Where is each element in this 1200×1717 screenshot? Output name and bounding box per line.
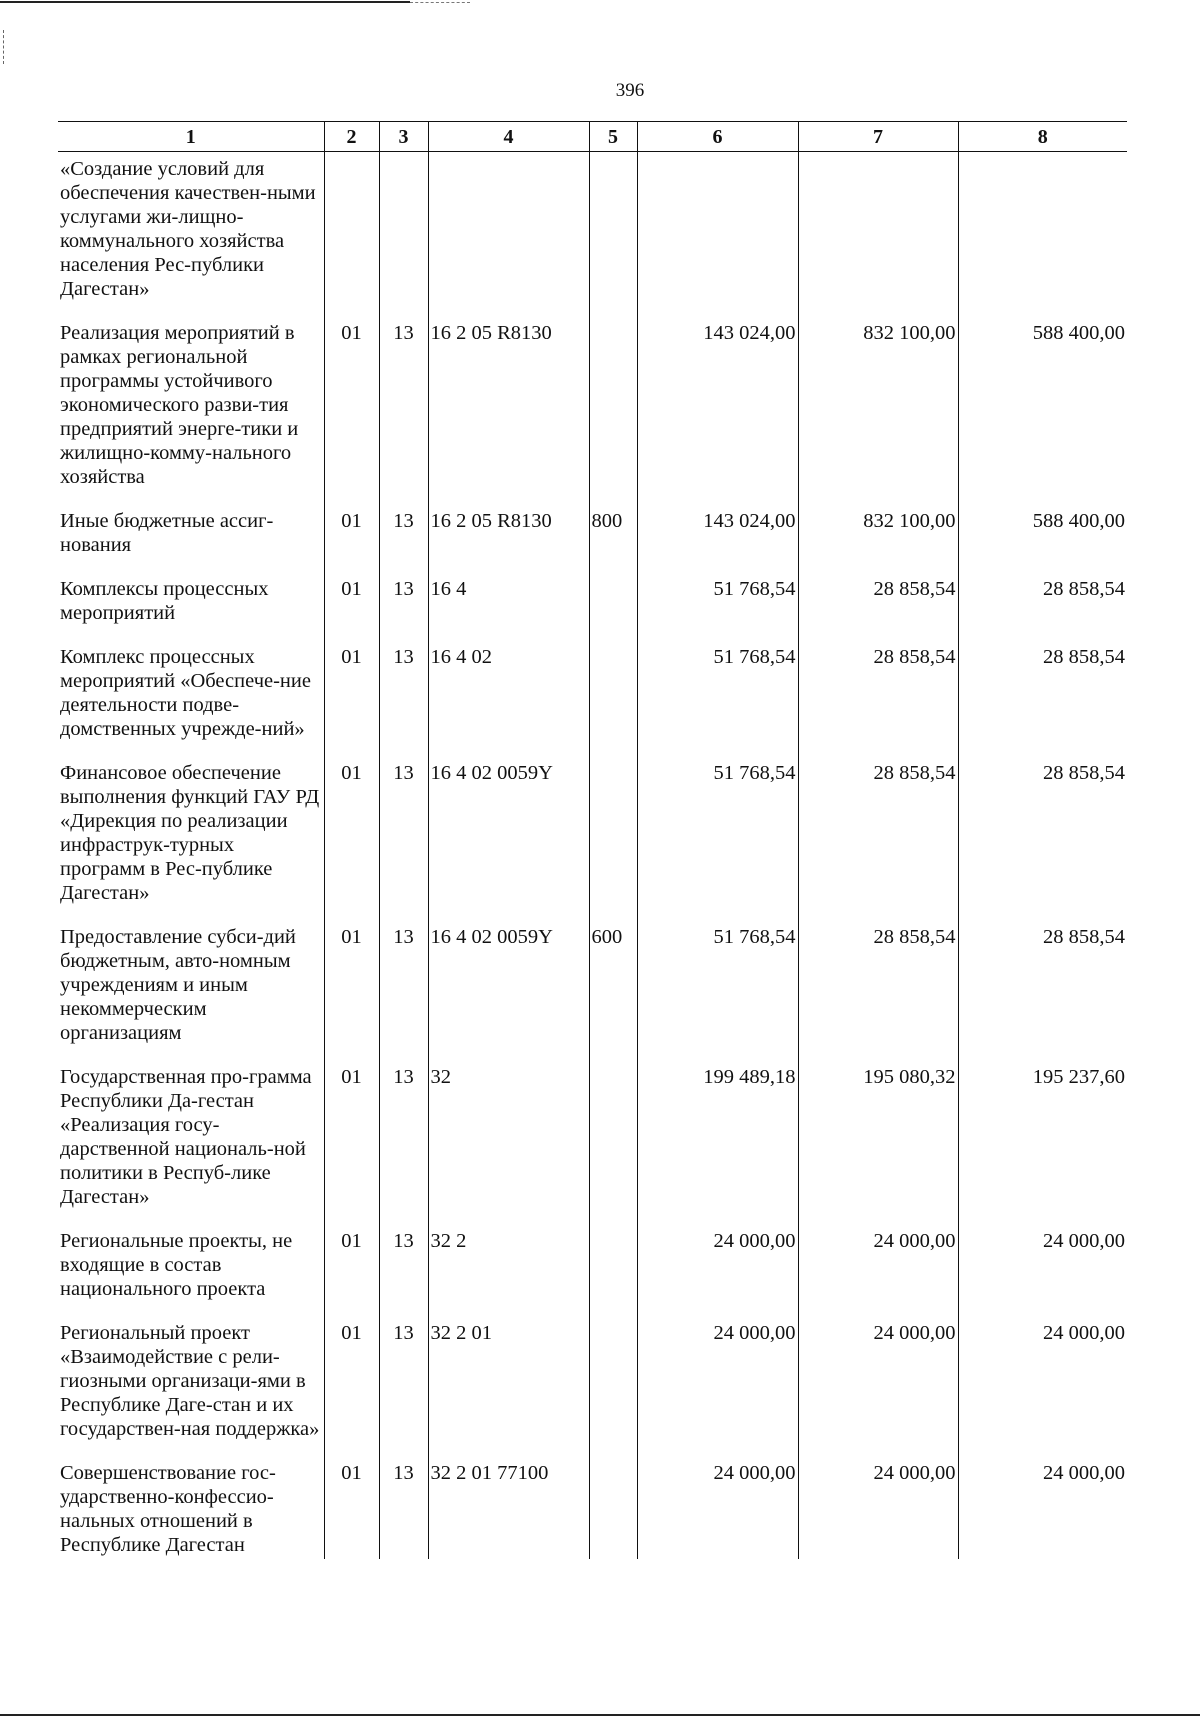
- table-row: [58, 577, 1127, 645]
- row-expense-type: 800: [589, 509, 637, 577]
- row-value-col7: 195 080,32: [798, 1065, 958, 1229]
- row-target-article: 32 2 01 77100: [428, 1461, 589, 1559]
- row-target-article: 16 2 05 R8130: [428, 321, 589, 509]
- row-value-col8: 24 000,00: [1043, 1322, 1125, 1344]
- row-target-article: 32 2 01: [428, 1321, 589, 1461]
- row-expense-type: [589, 577, 637, 645]
- scan-edge-top: [0, 1, 410, 3]
- column-header-8: 8: [958, 122, 1127, 152]
- row-subsection: [379, 152, 428, 322]
- table-row: [58, 152, 1127, 322]
- row-target-article: 16 4: [428, 577, 589, 645]
- row-name: Реализация мероприятий в рамках региональной программы устойчивого экономического разви-тия предприятий энерге-тики и жилищно-комму-нального хозяйства: [58, 321, 324, 509]
- table-header-row: [58, 122, 1127, 152]
- row-value-col8: 28 858,54: [1043, 646, 1125, 668]
- row-name: Совершенствование гос-ударственно-конфессио-нальных отношений в Республике Дагестан: [58, 1461, 324, 1559]
- row-value-col7: 28 858,54: [798, 761, 958, 925]
- row-section: 01: [324, 1461, 379, 1559]
- row-value-col7: 832 100,00: [798, 321, 958, 509]
- row-value-col6: 51 768,54: [637, 577, 798, 645]
- page-number: 396: [615, 80, 645, 101]
- budget-table: [58, 121, 1127, 1559]
- row-subsection: 13: [379, 645, 428, 761]
- row-value-col8: 195 237,60: [1032, 1066, 1125, 1088]
- row-name: Иные бюджетные ассиг-нования: [58, 509, 324, 577]
- row-value-col7: 28 858,54: [798, 645, 958, 761]
- row-target-article: [428, 152, 589, 322]
- row-value-col7: 832 100,00: [798, 509, 958, 577]
- row-value-col8: 24 000,00: [1043, 1230, 1125, 1252]
- row-expense-type: [589, 152, 637, 322]
- column-header-6: 6: [637, 122, 798, 152]
- row-expense-type: [589, 321, 637, 509]
- row-target-article: 32: [428, 1065, 589, 1229]
- row-value-col6: [637, 152, 798, 322]
- row-section: 01: [324, 1321, 379, 1461]
- row-name: Предоставление субси-дий бюджетным, авто-номным учреждениям и иным некоммерческим организациям: [58, 925, 324, 1065]
- row-target-article: 16 4 02 0059Y: [428, 761, 589, 925]
- row-name: Комплексы процессных мероприятий: [58, 577, 324, 645]
- column-header-7: 7: [798, 122, 958, 152]
- row-target-article: 32 2: [428, 1229, 589, 1321]
- table-row: [58, 321, 1127, 509]
- row-section: 01: [324, 1065, 379, 1229]
- row-value-col7: 28 858,54: [798, 925, 958, 1065]
- row-name: Государственная про-грамма Республики Да-гестан «Реализация госу-дарственной националь-ной политики в Респуб-лике Дагестан»: [58, 1065, 324, 1229]
- table-row: [58, 645, 1127, 761]
- row-target-article: 16 4 02 0059Y: [428, 925, 589, 1065]
- row-subsection: 13: [379, 577, 428, 645]
- row-expense-type: [589, 1065, 637, 1229]
- row-value-col7: 24 000,00: [798, 1321, 958, 1461]
- row-value-col7: 24 000,00: [798, 1229, 958, 1321]
- row-subsection: 13: [379, 1321, 428, 1461]
- row-subsection: 13: [379, 761, 428, 925]
- row-section: 01: [324, 321, 379, 509]
- row-value-col6: 24 000,00: [637, 1461, 798, 1559]
- row-value-col8: [958, 152, 1127, 322]
- row-subsection: 13: [379, 321, 428, 509]
- row-name: Региональный проект «Взаимодействие с рели-гиозными организаци-ями в Республике Даге-стан и их государствен-ная поддержка»: [58, 1321, 324, 1461]
- row-section: 01: [324, 509, 379, 577]
- row-value-col7: 28 858,54: [798, 577, 958, 645]
- scan-edge-bottom: [0, 1714, 1200, 1716]
- table-row: [58, 1229, 1127, 1321]
- row-name: Комплекс процессных мероприятий «Обеспече-ние деятельности подве-домственных учрежде-ний»: [58, 645, 324, 761]
- table-row: [58, 509, 1127, 577]
- column-header-4: 4: [428, 122, 589, 152]
- row-value-col8: 24 000,00: [1043, 1462, 1125, 1484]
- row-name: Финансовое обеспечение выполнения функций ГАУ РД «Дирекция по реализации инфраструк-турных программ в Рес-публике Дагестан»: [58, 761, 324, 925]
- row-value-col8: 28 858,54: [1043, 578, 1125, 600]
- row-subsection: 13: [379, 509, 428, 577]
- row-expense-type: [589, 645, 637, 761]
- scan-edge-left: [3, 30, 5, 64]
- row-value-col8: 28 858,54: [1043, 926, 1125, 948]
- column-header-2: 2: [324, 122, 379, 152]
- row-value-col6: 51 768,54: [637, 925, 798, 1065]
- row-value-col8: 588 400,00: [1032, 510, 1125, 532]
- row-value-col6: 51 768,54: [637, 645, 798, 761]
- scan-edge-top-dash: [410, 2, 470, 4]
- row-expense-type: [589, 1229, 637, 1321]
- row-section: 01: [324, 577, 379, 645]
- column-header-3: 3: [379, 122, 428, 152]
- table-row: [58, 1461, 1127, 1559]
- row-subsection: 13: [379, 925, 428, 1065]
- table-row: [58, 1321, 1127, 1461]
- column-header-5: 5: [589, 122, 637, 152]
- row-subsection: 13: [379, 1229, 428, 1321]
- row-section: 01: [324, 1229, 379, 1321]
- row-section: 01: [324, 645, 379, 761]
- column-header-1: 1: [58, 122, 324, 152]
- row-target-article: 16 2 05 R8130: [428, 509, 589, 577]
- row-section: 01: [324, 925, 379, 1065]
- row-value-col6: 51 768,54: [637, 761, 798, 925]
- table-row: [58, 925, 1127, 1065]
- row-value-col7: [798, 152, 958, 322]
- row-expense-type: [589, 761, 637, 925]
- row-value-col6: 143 024,00: [637, 321, 798, 509]
- table-row: [58, 1065, 1127, 1229]
- row-section: [324, 152, 379, 322]
- row-target-article: 16 4 02: [428, 645, 589, 761]
- row-name: «Создание условий для обеспечения качествен-ными услугами жи-лищно-коммунального хозяйства населения Рес-публики Дагестан»: [58, 152, 324, 322]
- row-expense-type: [589, 1461, 637, 1559]
- row-expense-type: [589, 1321, 637, 1461]
- row-value-col8: 588 400,00: [1032, 322, 1125, 344]
- table-row: [58, 761, 1127, 925]
- row-value-col7: 24 000,00: [798, 1461, 958, 1559]
- row-subsection: 13: [379, 1461, 428, 1559]
- row-section: 01: [324, 761, 379, 925]
- row-value-col6: 24 000,00: [637, 1229, 798, 1321]
- row-value-col6: 199 489,18: [637, 1065, 798, 1229]
- row-value-col8: 28 858,54: [1043, 762, 1125, 784]
- row-value-col6: 24 000,00: [637, 1321, 798, 1461]
- row-name: Региональные проекты, не входящие в состав национального проекта: [58, 1229, 324, 1321]
- row-expense-type: 600: [589, 925, 637, 1065]
- row-value-col6: 143 024,00: [637, 509, 798, 577]
- row-subsection: 13: [379, 1065, 428, 1229]
